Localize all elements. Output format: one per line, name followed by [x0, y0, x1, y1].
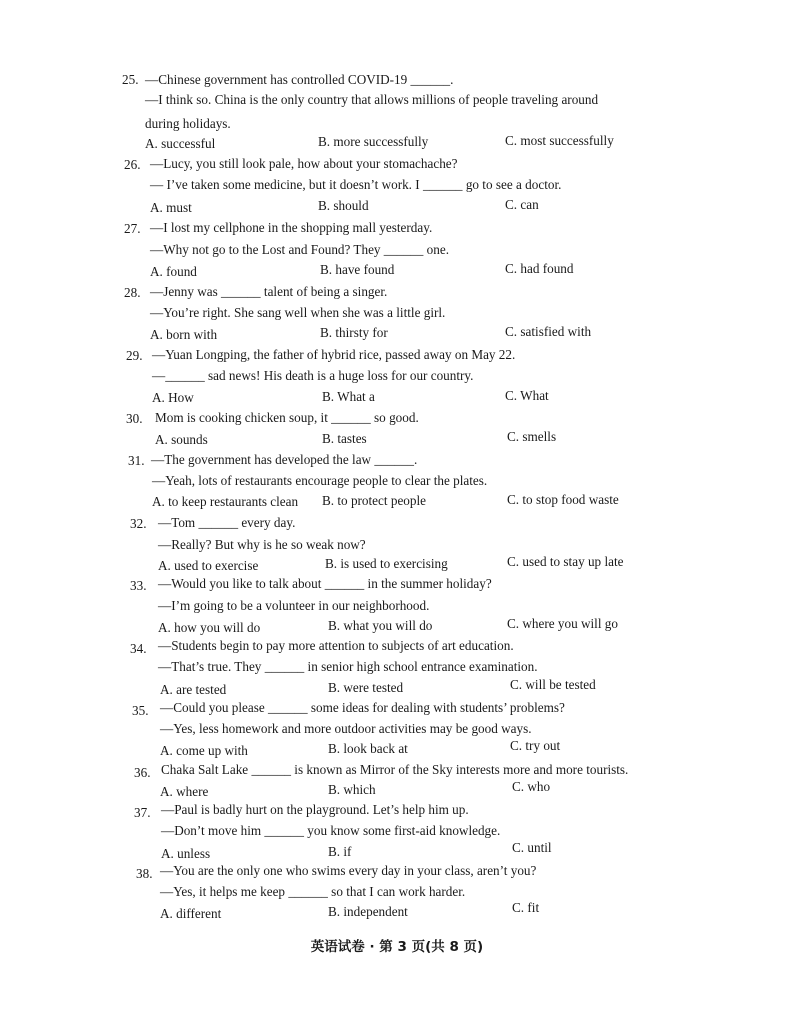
question-text: —Students begin to pay more attention to subjects of art education.	[158, 638, 514, 653]
option-c: C. until	[512, 840, 552, 855]
question-number: 32.	[130, 516, 147, 531]
question-number: 35.	[132, 703, 149, 718]
question-number: 28.	[124, 285, 141, 300]
option-a: A. must	[150, 200, 192, 215]
option-a: A. different	[160, 906, 222, 921]
question-text: —I lost my cellphone in the shopping mall yesterday.	[150, 220, 433, 235]
question-text: —Yeah, lots of restaurants encourage people to clear the plates.	[152, 473, 488, 488]
question-text: —Why not go to the Lost and Found? They ______ one.	[150, 242, 450, 257]
question-text: Chaka Salt Lake ______ is known as Mirror of the Sky interests more and more tourists.	[161, 762, 629, 777]
question-text: —______ sad news! His death is a huge loss for our country.	[152, 368, 474, 383]
option-b: B. what you will do	[328, 618, 433, 633]
option-a: A. unless	[161, 846, 211, 861]
option-c: C. had found	[505, 261, 574, 276]
option-c: C. will be tested	[510, 677, 596, 692]
question-text: —Jenny was ______ talent of being a singer.	[150, 284, 388, 299]
question-text: —Don’t move him ______ you know some first-aid knowledge.	[161, 823, 501, 838]
option-c: C. to stop food waste	[507, 492, 619, 507]
option-c: C. used to stay up late	[507, 554, 624, 569]
option-a: A. sounds	[155, 432, 208, 447]
option-c: C. can	[505, 197, 539, 212]
question-text: — I’ve taken some medicine, but it doesn’t work. I ______ go to see a doctor.	[150, 177, 562, 192]
option-b: B. more successfully	[318, 134, 429, 149]
question-text: —Could you please ______ some ideas for dealing with students’ problems?	[160, 700, 565, 715]
option-b: B. look back at	[328, 741, 408, 756]
option-a: A. How	[152, 390, 194, 405]
question-number: 34.	[130, 641, 147, 656]
question-number: 26.	[124, 157, 141, 172]
question-number: 29.	[126, 348, 143, 363]
question-text: —Really? But why is he so weak now?	[158, 537, 366, 552]
option-c: C. smells	[507, 429, 557, 444]
option-a: A. how you will do	[158, 620, 261, 635]
option-b: B. to protect people	[322, 493, 427, 508]
question-number: 27.	[124, 221, 141, 236]
option-c: C. What	[505, 388, 549, 403]
question-text: —Chinese government has controlled COVID-19 ______.	[145, 72, 454, 87]
option-a: A. are tested	[160, 682, 227, 697]
question-number: 33.	[130, 578, 147, 593]
option-a: A. to keep restaurants clean	[152, 494, 299, 509]
question-text: —Yuan Longping, the father of hybrid rice, passed away on May 22.	[152, 347, 516, 362]
option-c: C. most successfully	[505, 133, 614, 148]
page-footer: 英语试卷 · 第 3 页(共 8 页)	[310, 939, 484, 955]
question-text: —Paul is badly hurt on the playground. Let’s help him up.	[161, 802, 469, 817]
option-b: B. thirsty for	[320, 325, 388, 340]
option-a: A. born with	[150, 327, 218, 342]
option-b: B. have found	[320, 262, 395, 277]
question-text: during holidays.	[145, 116, 231, 131]
option-b: B. is used to exercising	[325, 556, 448, 571]
question-number: 37.	[134, 805, 151, 820]
option-a: A. where	[160, 784, 209, 799]
option-c: C. satisfied with	[505, 324, 592, 339]
question-text: —That’s true. They ______ in senior high school entrance examination.	[158, 659, 538, 674]
question-text: —The government has developed the law ______.	[151, 452, 418, 467]
question-text: —Lucy, you still look pale, how about your stomachache?	[150, 156, 458, 171]
question-text: —Would you like to talk about ______ in the summer holiday?	[158, 576, 492, 591]
option-b: B. which	[328, 782, 376, 797]
option-b: B. What a	[322, 389, 375, 404]
question-text: —I’m going to be a volunteer in our neighborhood.	[158, 598, 430, 613]
option-a: A. used to exercise	[158, 558, 259, 573]
question-text: —You are the only one who swims every day in your class, aren’t you?	[160, 863, 537, 878]
option-b: B. tastes	[322, 431, 367, 446]
option-a: A. come up with	[160, 743, 248, 758]
option-b: B. if	[328, 844, 352, 859]
option-c: C. where you will go	[507, 616, 618, 631]
option-c: C. try out	[510, 738, 561, 753]
question-text: —Yes, it helps me keep ______ so that I can work harder.	[160, 884, 466, 899]
option-a: A. found	[150, 264, 197, 279]
question-number: 25.	[122, 72, 139, 87]
option-b: B. were tested	[328, 680, 404, 695]
option-b: B. should	[318, 198, 369, 213]
question-text: —I think so. China is the only country that allows millions of people traveling around	[145, 92, 599, 107]
question-text: —Tom ______ every day.	[158, 515, 296, 530]
option-c: C. fit	[512, 900, 540, 915]
question-text: —Yes, less homework and more outdoor activities may be good ways.	[160, 721, 532, 736]
question-number: 31.	[128, 453, 145, 468]
option-b: B. independent	[328, 904, 408, 919]
question-text: Mom is cooking chicken soup, it ______ so good.	[155, 410, 419, 425]
option-a: A. successful	[145, 136, 216, 151]
question-number: 30.	[126, 411, 143, 426]
question-text: —You’re right. She sang well when she was a little girl.	[150, 305, 446, 320]
option-c: C. who	[512, 779, 551, 794]
question-number: 36.	[134, 765, 151, 780]
question-number: 38.	[136, 866, 153, 881]
